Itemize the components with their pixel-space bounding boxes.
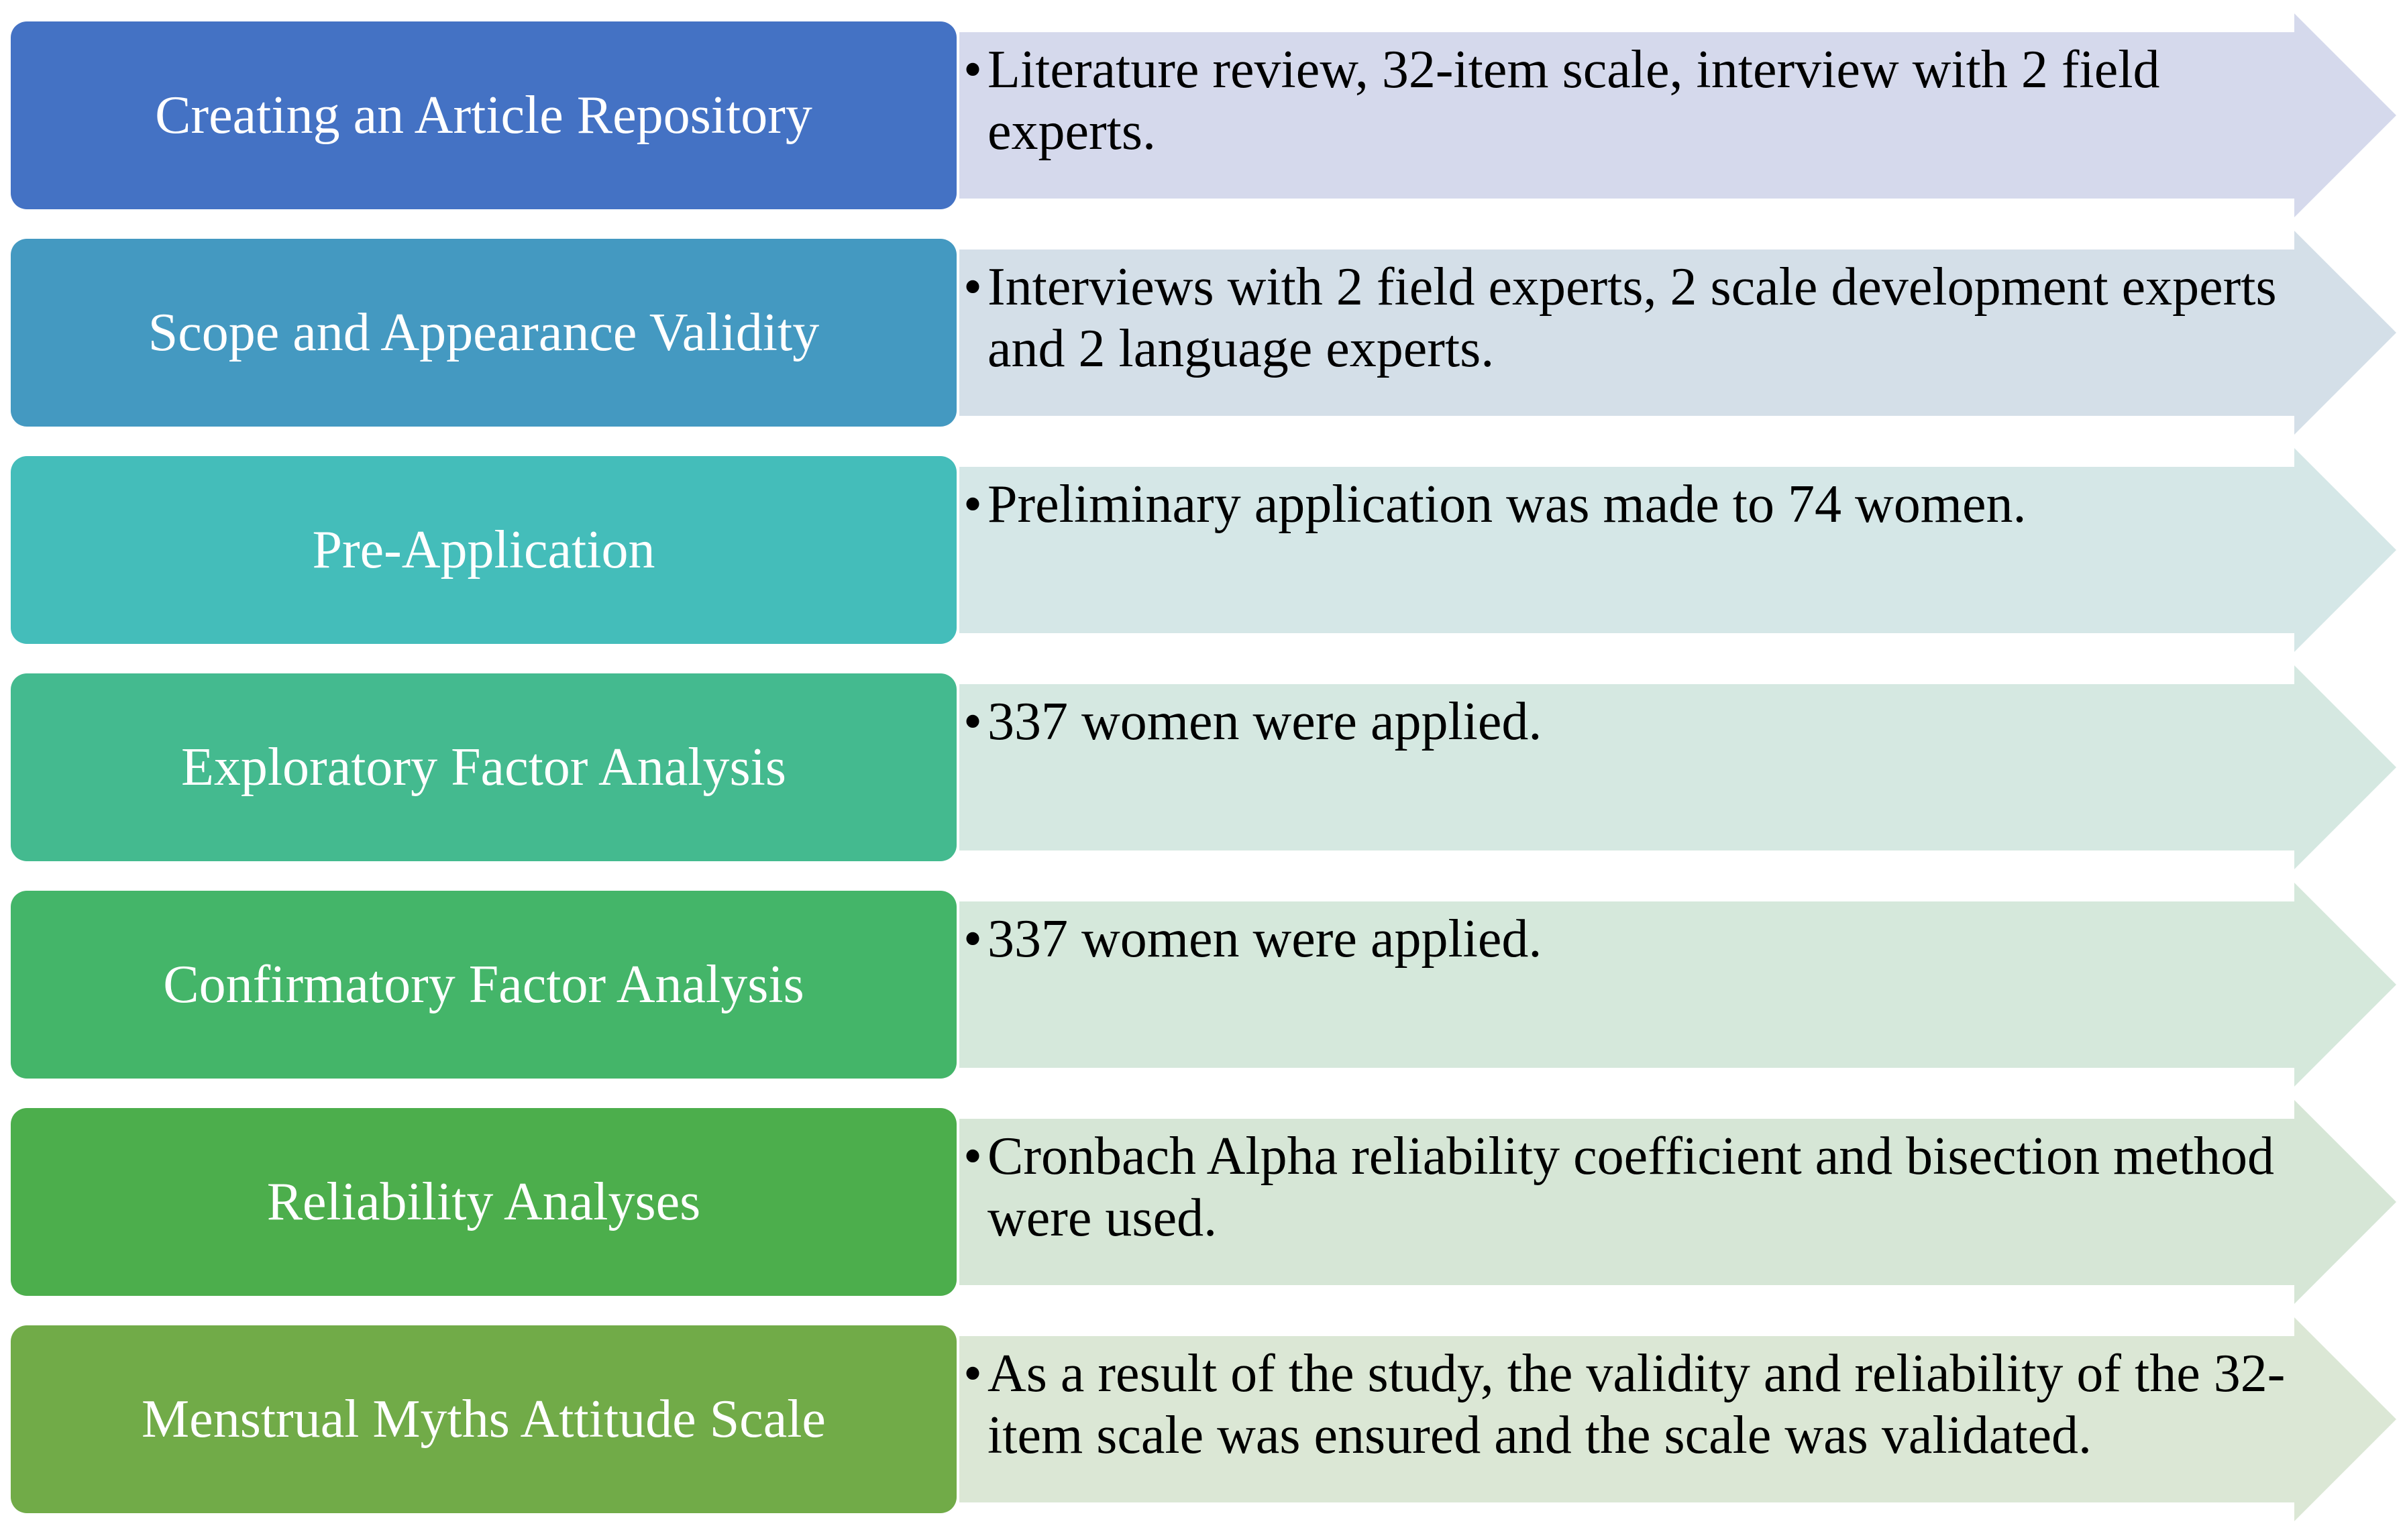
step-detail <box>963 691 2305 753</box>
step-label: Exploratory Factor Analysis <box>180 738 787 797</box>
step-detail-text: 337 women were applied. <box>987 692 1542 751</box>
step-label: Confirmatory Factor Analysis <box>163 955 804 1014</box>
step-detail <box>963 1125 2305 1249</box>
bullet-icon: • <box>963 910 983 969</box>
step-box <box>11 673 957 861</box>
step-row <box>0 224 2407 441</box>
bullet-icon: • <box>963 40 983 99</box>
bullet-icon: • <box>963 1344 983 1403</box>
bullet-icon: • <box>963 258 983 317</box>
step-label: Creating an Article Repository <box>155 86 812 145</box>
step-detail <box>963 908 2305 970</box>
step-box <box>11 1325 957 1513</box>
bullet-icon: • <box>963 1127 983 1186</box>
step-detail <box>963 39 2305 162</box>
step-row <box>0 441 2407 659</box>
step-detail-text: Literature review, 32-item scale, interview with 2 field experts. <box>987 40 2160 161</box>
step-detail-text: 337 women were applied. <box>987 910 1542 969</box>
step-label: Menstrual Myths Attitude Scale <box>142 1390 826 1449</box>
step-box <box>11 456 957 644</box>
step-detail-text: Interviews with 2 field experts, 2 scale development experts and 2 language experts. <box>987 258 2277 378</box>
bullet-icon: • <box>963 692 983 751</box>
step-box <box>11 891 957 1079</box>
step-detail <box>963 474 2305 535</box>
step-detail <box>963 1343 2305 1466</box>
step-detail-text: Cronbach Alpha reliability coefficient and bisection method were used. <box>987 1127 2274 1248</box>
step-row <box>0 7 2407 224</box>
step-row <box>0 876 2407 1093</box>
step-row <box>0 1311 2407 1528</box>
step-label: Scope and Appearance Validity <box>148 303 820 362</box>
step-label: Reliability Analyses <box>266 1172 701 1231</box>
step-box <box>11 21 957 209</box>
step-row <box>0 1093 2407 1311</box>
step-detail <box>963 256 2305 380</box>
step-detail-text: As a result of the study, the validity and reliability of the 32-item scale was ensured and the scale was validated. <box>987 1344 2286 1465</box>
step-label: Pre-Application <box>312 520 655 580</box>
step-box <box>11 239 957 427</box>
step-row <box>0 659 2407 876</box>
step-detail-text: Preliminary application was made to 74 women. <box>987 475 2027 534</box>
bullet-icon: • <box>963 475 983 534</box>
step-box <box>11 1108 957 1296</box>
